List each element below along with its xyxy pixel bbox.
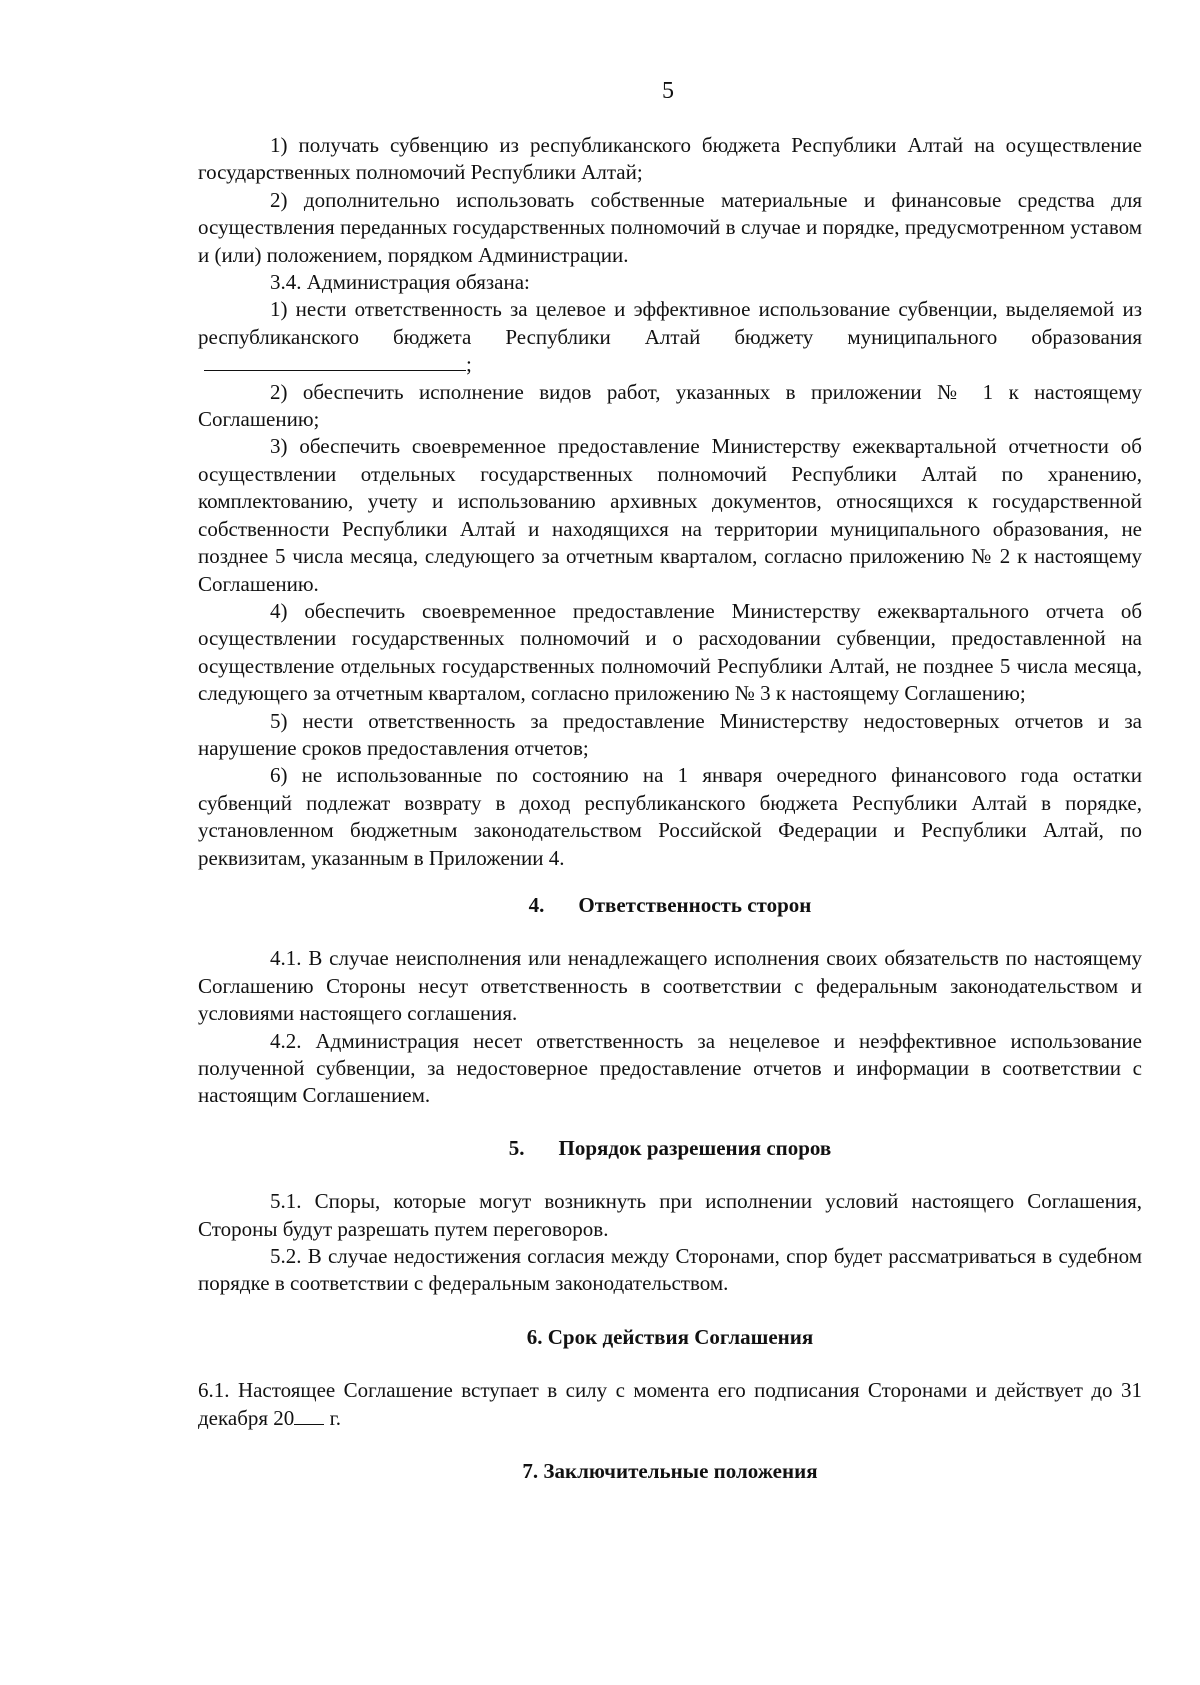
clause-5-2: 5.2. В случае недостижения согласия между Сторонами, спор будет рассматриваться в судебном порядке в соответствии с федеральным законодательством. — [198, 1244, 1142, 1296]
section-6-heading: 6. Срок действия Соглашения — [526, 1324, 814, 1349]
clause-4-2: 4.2. Администрация несет ответственность за нецелевое и неэффективное использование полученной субвенции, за недостоверное предоставление отчетов и информации в соответствии с настоящим Соглашением. — [198, 1028, 1142, 1108]
clause-4-1: 4.1. В случае неисполнения или ненадлежащего исполнения своих обязательств по настоящему Соглашению Стороны несут ответственность в соответствии с федеральным законодательством и условиями настоящего соглашения. — [198, 946, 1142, 1026]
clause-3-4-item-1-text: 1) нести ответственность за целевое и эффективное использование субвенции, выделяемой из республиканского бюджета Республики Алтай бюджету муниципального образования — [198, 297, 1142, 349]
clause-6-1 — [198, 1377, 1142, 1432]
clause-3-4-item-5: 5) нести ответственность за предоставление Министерству недостоверных отчетов и за нарушение сроков предоставления отчетов; — [198, 708, 1142, 760]
clause-3-4-item-3: 3) обеспечить своевременное предоставление Министерству ежеквартальной отчетности об осуществлении отдельных государственных полномочий Республики Алтай по хранению, комплектованию, учету и использованию архивных документов, относящихся к государственной собственности Республики Алтай и находящихся на территории муниципального образования, не позднее 5 числа месяца, следующего за отчетным кварталом, согласно приложению № 2 к настоящему Соглашению. — [198, 434, 1142, 596]
year-blank-line — [294, 1410, 324, 1425]
section-5-heading — [198, 1135, 1142, 1162]
section-7-heading: 7. Заключительные положения — [522, 1459, 818, 1484]
clause-3-4-item-4: 4) обеспечить своевременное предоставление Министерству ежеквартального отчета об осуществлении государственных полномочий и о расходовании субвенции, предоставленной на осуществление отдельных государственных полномочий Республики Алтай, не позднее 5 числа месяца, следующего за отчетным кварталом, согласно приложению № 3 к настоящему Соглашению; — [198, 598, 1142, 706]
clause-3-4-item-1 — [198, 296, 1142, 378]
clause-3-4-item-2: 2) обеспечить исполнение видов работ, указанных в приложении № 1 к настоящему Соглашению; — [198, 379, 1142, 432]
clause-3-4-item-6: 6) не использованные по состоянию на 1 января очередного финансового года остатки субвенций подлежат возврату в доход республиканского бюджета Республики Алтай в порядке, установленном бюджетным законодательством Российской Федерации и Республики Алтай, по реквизитам, указанным в Приложении 4. — [198, 763, 1142, 870]
section-4-heading — [198, 892, 1142, 919]
section-5-title: Порядок разрешения споров — [558, 1135, 832, 1160]
section-4-number: 4. — [528, 892, 545, 917]
clause-3-3-item-2: 2) дополнительно использовать собственные материальные и финансовые средства для осуществления переданных государственных полномочий в случае и порядке, предусмотренном уставом и (или) положением, порядком Администрации. — [198, 187, 1142, 267]
page-number: 5 — [662, 78, 674, 104]
clause-3-4-heading: 3.4. Администрация обязана: — [270, 270, 530, 295]
clause-6-1-text: 6.1. Настоящее Соглашение вступает в силу с момента его подписания Сторонами и действует до 31 декабря 20 — [198, 1378, 1142, 1430]
clause-3-3-item-1: 1) получать субвенцию из республиканского бюджета Республики Алтай на осуществление государственных полномочий Республики Алтай; — [198, 133, 1142, 185]
municipality-blank-line — [204, 356, 466, 371]
clause-6-1-end: г. — [324, 1405, 342, 1430]
clause-5-1: 5.1. Споры, которые могут возникнуть при исполнении условий настоящего Соглашения, Стороны будут разрешать путем переговоров. — [198, 1189, 1142, 1241]
section-4-title: Ответственность сторон — [578, 892, 812, 917]
document-body — [198, 132, 1142, 1485]
clause-3-4-item-1-end: ; — [466, 352, 472, 377]
section-5-number: 5. — [508, 1135, 525, 1160]
